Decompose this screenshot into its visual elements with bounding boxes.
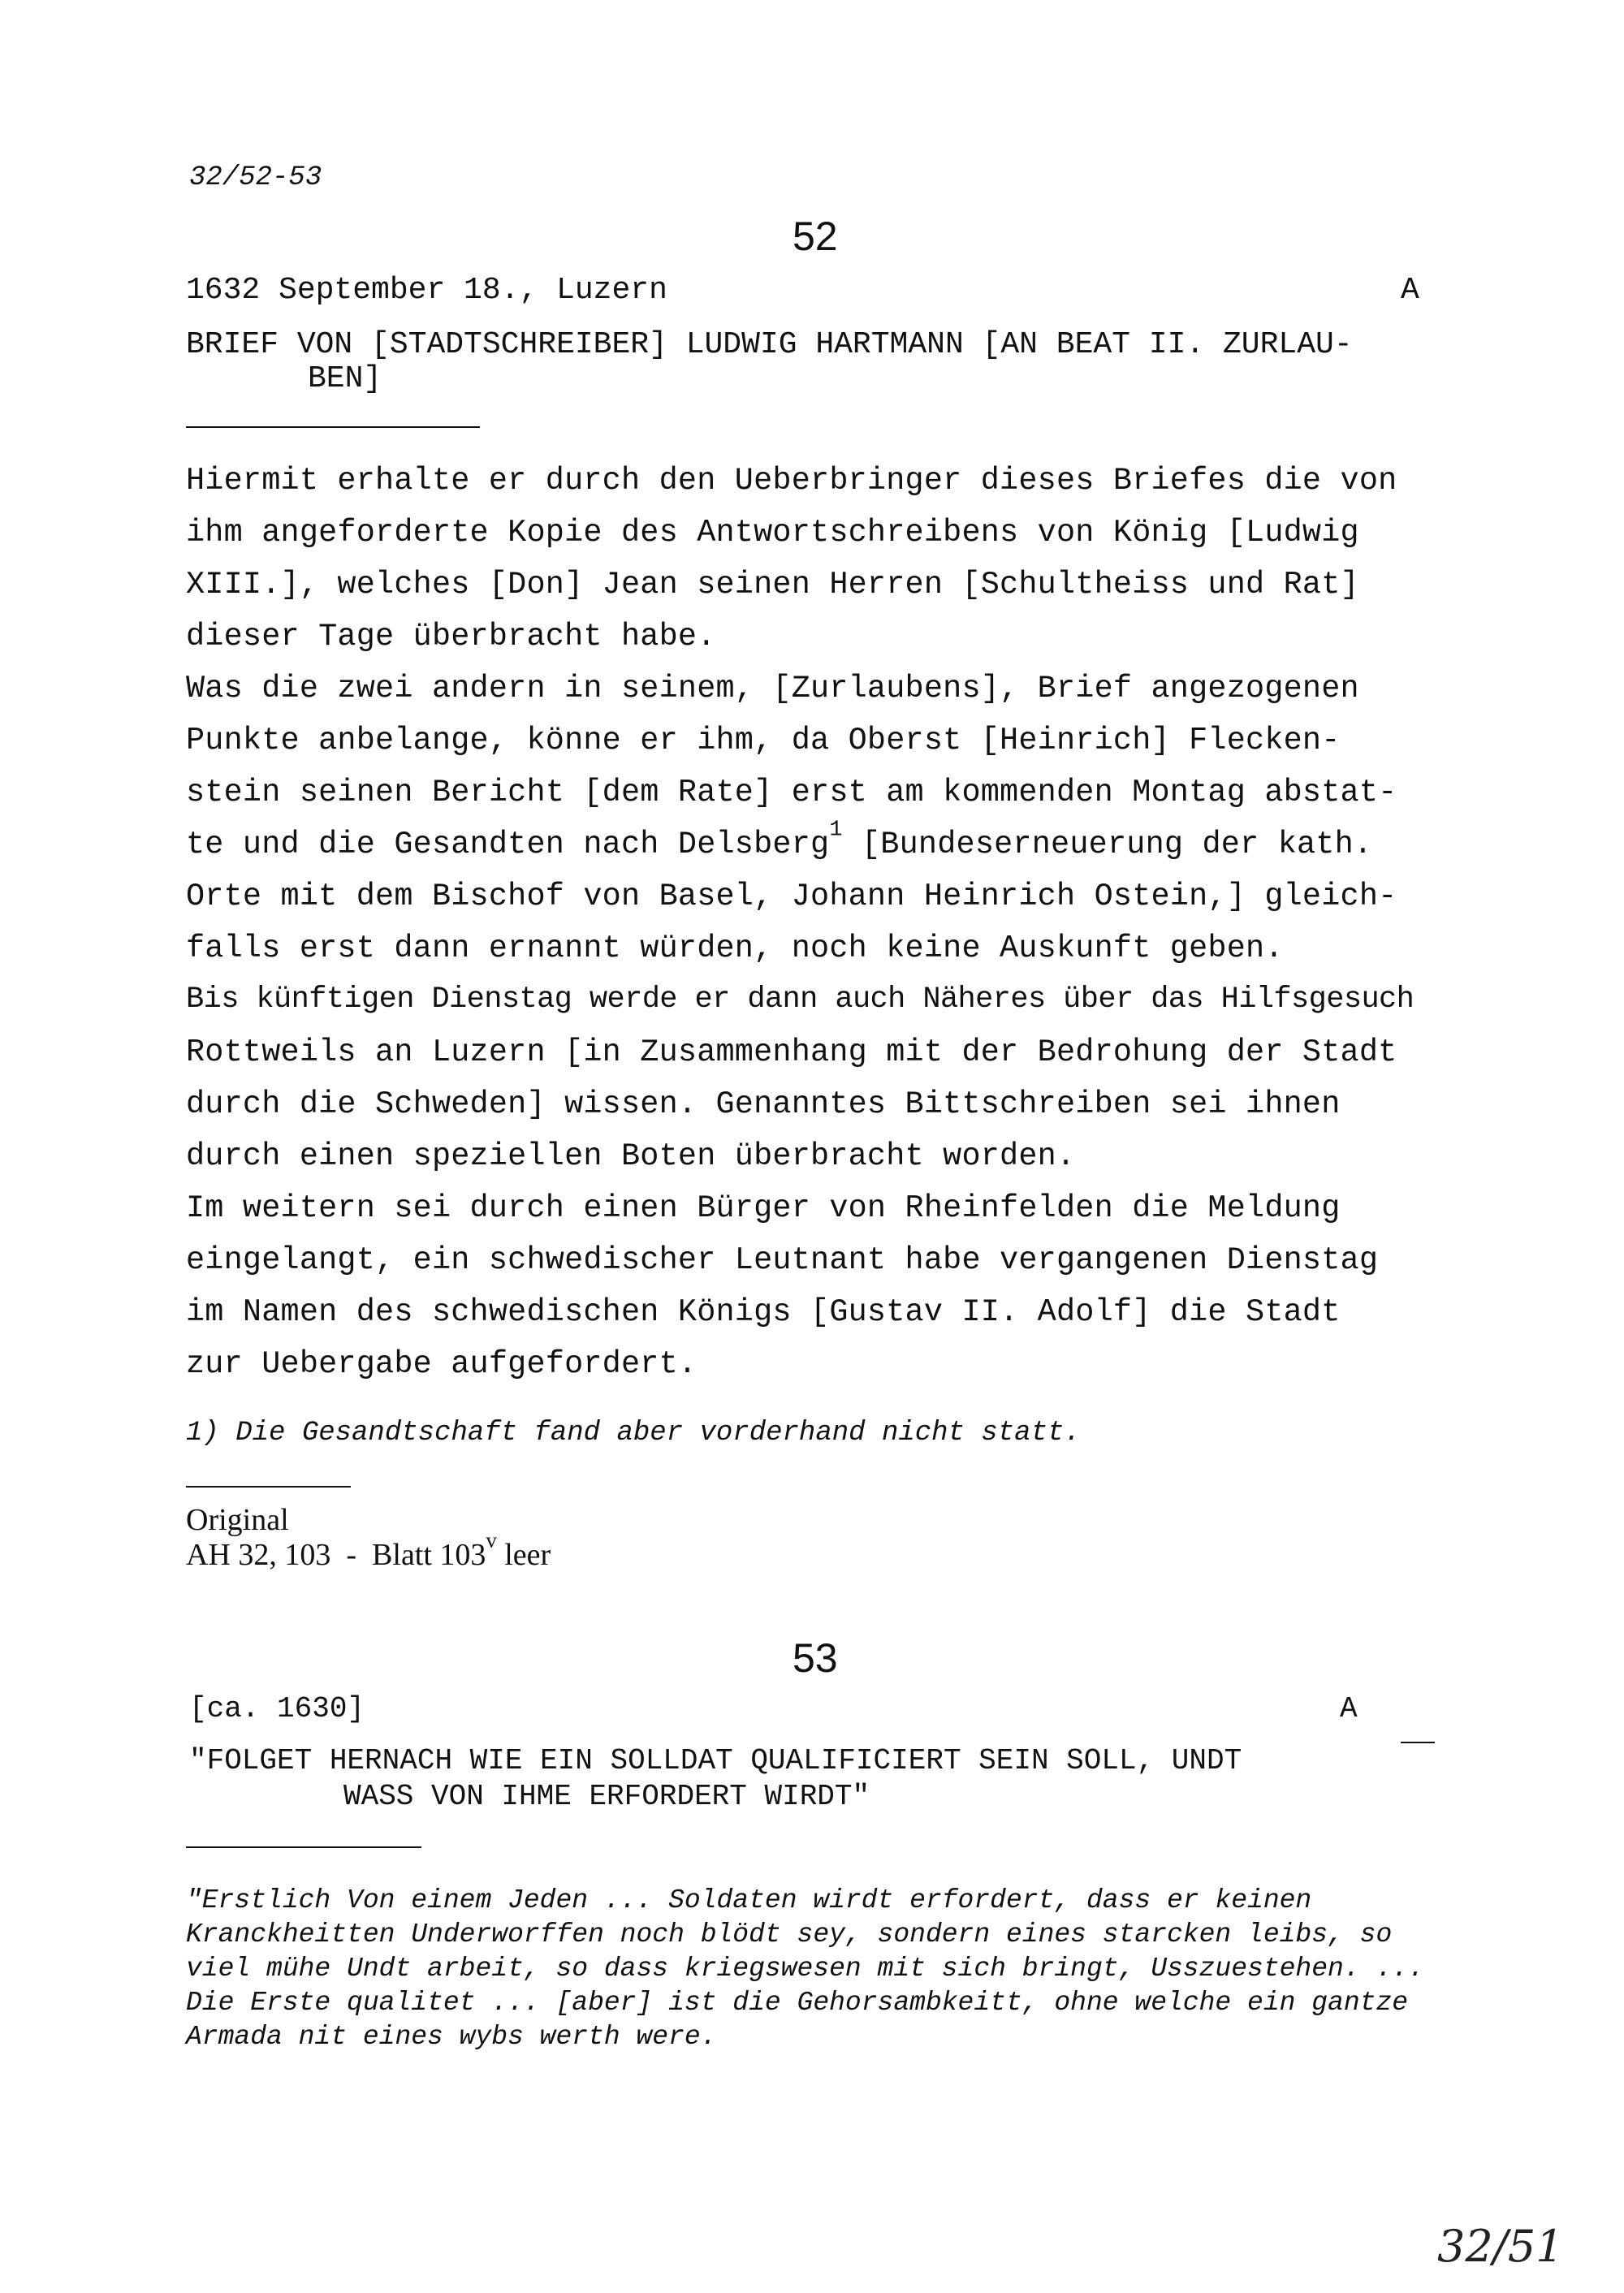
- doc53-title-line2: WASS VON IHME ERFORDERT WIRDT": [343, 1780, 870, 1813]
- source-ref-text: AH 32, 103 - Blatt 103: [186, 1538, 486, 1572]
- source-ref-tail: leer: [496, 1538, 551, 1572]
- doc53-date-place: [ca. 1630]: [189, 1692, 365, 1725]
- doc52-title-line1: BRIEF VON [STADTSCHREIBER] LUDWIG HARTMANN [AN BEAT II. ZURLAU-: [186, 327, 1353, 362]
- doc52-title-line2: BEN]: [308, 361, 382, 396]
- footnote-rule: [186, 1486, 351, 1488]
- body-line: durch einen speziellen Boten überbracht worden.: [186, 1138, 1076, 1174]
- doc53-side-mark: [1401, 1742, 1435, 1743]
- body-line: Im weitern sei durch einen Bürger von Rheinfelden die Meldung: [186, 1190, 1341, 1226]
- doc53-title-rule: [186, 1846, 421, 1848]
- document-number-53: 53: [793, 1635, 838, 1681]
- body-line: ihm angeforderte Kopie des Antwortschreibens von König [Ludwig: [186, 515, 1359, 551]
- body-line: Was die zwei andern in seinem, [Zurlaubens], Brief angezogenen: [186, 671, 1359, 706]
- document-number-52: 52: [793, 214, 838, 259]
- body-line: stein seinen Bericht [dem Rate] erst am kommenden Montag abstat-: [186, 775, 1397, 810]
- body-line: Rottweils an Luzern [in Zusammenhang mit der Bedrohung der Stadt: [186, 1034, 1397, 1070]
- body-line: Punkte anbelange, könne er ihm, da Oberst [Heinrich] Flecken-: [186, 723, 1341, 758]
- body-line-tail: [Bundeserneuerung der kath.: [842, 827, 1373, 862]
- body-line: zur Uebergabe aufgefordert.: [186, 1346, 698, 1382]
- quote-line: viel mühe Undt arbeit, so dass kriegswesen mit sich bringt, Usszuestehen. ...: [186, 1954, 1424, 1984]
- body-line-with-footnote: [186, 818, 1373, 862]
- body-line: durch die Schweden] wissen. Genanntes Bittschreiben sei ihnen: [186, 1086, 1341, 1122]
- reference-code: 32/52-53: [189, 162, 322, 193]
- doc52-date-place: 1632 September 18., Luzern: [186, 273, 667, 308]
- doc53-grade: A: [1340, 1692, 1358, 1725]
- quote-line: Die Erste qualitet ... [aber] ist die Gehorsambkeitt, ohne welche ein gantze: [186, 1988, 1409, 2018]
- quote-line: "Erstlich Von einem Jeden ... Soldaten wirdt erfordert, dass er keinen: [186, 1885, 1312, 1915]
- source-reference: [186, 1527, 551, 1573]
- body-line: im Namen des schwedischen Königs [Gustav II. Adolf] die Stadt: [186, 1294, 1341, 1330]
- handwritten-page-mark: 32/51: [1437, 2221, 1564, 2272]
- body-line: falls erst dann ernannt würden, noch keine Auskunft geben.: [186, 931, 1284, 966]
- body-line: eingelangt, ein schwedischer Leutnant habe vergangenen Dienstag: [186, 1242, 1379, 1278]
- body-line: Bis künftigen Dienstag werde er dann auch Näheres über das Hilfsgesuch: [186, 982, 1415, 1017]
- source-sup: v: [486, 1527, 497, 1552]
- body-line: XIII.], welches [Don] Jean seinen Herren [Schultheiss und Rat]: [186, 567, 1359, 602]
- doc52-grade: A: [1401, 273, 1419, 308]
- body-line: Hiermit erhalte er durch den Ueberbringer dieses Briefes die von: [186, 463, 1397, 499]
- body-line: dieser Tage überbracht habe.: [186, 619, 716, 654]
- doc52-footnote: 1) Die Gesandtschaft fand aber vorderhand nicht statt.: [186, 1418, 1081, 1449]
- body-line-text: te und die Gesandten nach Delsberg: [186, 827, 830, 862]
- footnote-mark: 1: [829, 818, 843, 843]
- body-line: Orte mit dem Bischof von Basel, Johann Heinrich Ostein,] gleich-: [186, 879, 1397, 914]
- doc53-title-line1: "FOLGET HERNACH WIE EIN SOLLDAT QUALIFICIERT SEIN SOLL, UNDT: [189, 1744, 1242, 1777]
- quote-line: Kranckheitten Underworffen noch blödt sey, sondern eines starcken leibs, so: [186, 1919, 1393, 1950]
- source-label: Original: [186, 1503, 289, 1537]
- quote-line: Armada nit eines wybs werth were.: [186, 2022, 717, 2052]
- doc52-title-rule: [186, 426, 480, 428]
